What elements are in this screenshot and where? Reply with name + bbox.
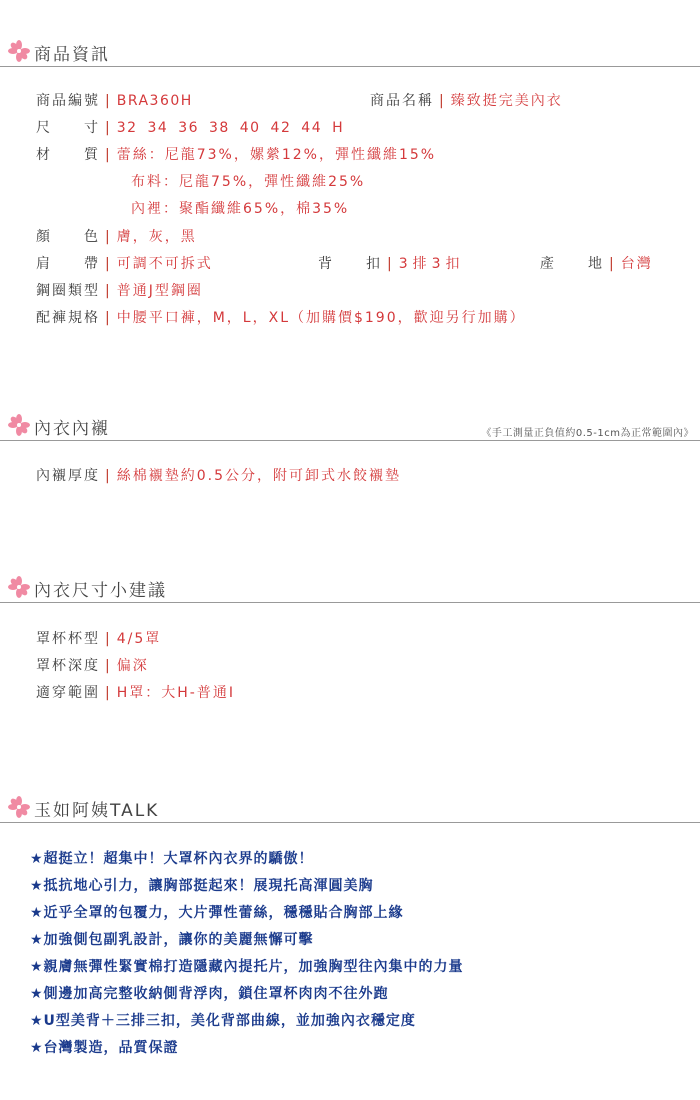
flower-icon bbox=[8, 796, 30, 818]
talk-item: ★超挺立！超集中！大罩杯內衣界的驕傲！ bbox=[30, 851, 314, 867]
talk-item: ★親膚無彈性緊實棉打造隱藏內提托片，加強胸型往內集中的力量 bbox=[30, 959, 464, 975]
hook-label: 背 扣 bbox=[318, 256, 382, 272]
talk-item: ★近乎全罩的包覆力，大片彈性蕾絲，穩穩貼合胸部上緣 bbox=[30, 905, 404, 921]
row-material-2 bbox=[131, 171, 365, 193]
material-line-1: 蕾絲：尼龍73%，嫘縈12%，彈性纖維15% bbox=[116, 147, 437, 163]
fit-range-value: H罩：大H-普通I bbox=[116, 685, 235, 701]
material-label: 材 質 bbox=[36, 147, 100, 163]
origin-label: 產 地 bbox=[540, 256, 604, 272]
strap-label: 肩 帶 bbox=[36, 256, 100, 272]
cup-depth-label: 罩杯深度 bbox=[36, 658, 100, 674]
section-header-lining bbox=[0, 412, 700, 442]
product-name-value: 臻致挺完美內衣 bbox=[450, 93, 563, 109]
lining-thickness-label: 內襯厚度 bbox=[36, 468, 100, 484]
row-fit-range: 適穿範圍 | H罩：大H-普通I bbox=[36, 685, 235, 701]
cup-type-label: 罩杯杯型 bbox=[36, 631, 100, 647]
flower-icon bbox=[8, 576, 30, 598]
lining-thickness-value: 絲棉襯墊約0.5公分，附可卸式水餃襯墊 bbox=[116, 468, 401, 484]
color-value: 膚，灰，黑 bbox=[116, 229, 197, 245]
talk-item: ★U型美背＋三排三扣，美化背部曲線，並加強內衣穩定度 bbox=[30, 1013, 416, 1029]
section-header-size-tips bbox=[0, 574, 700, 604]
material-line-3: 內裡：聚酯纖維65%，棉35% bbox=[131, 201, 350, 217]
talk-item: ★加強側包副乳設計，讓你的美麗無懈可擊 bbox=[30, 932, 314, 948]
section-title: 內衣尺寸小建議 bbox=[34, 581, 167, 601]
section-title: 內衣內襯 bbox=[34, 419, 110, 439]
flower-icon bbox=[8, 414, 30, 436]
cup-depth-value: 偏深 bbox=[116, 658, 149, 674]
hook-value: 3排3扣 bbox=[398, 256, 465, 272]
panty-label: 配褲規格 bbox=[36, 310, 100, 326]
row-lining-thickness: 內襯厚度 | 絲棉襯墊約0.5公分，附可卸式水餃襯墊 bbox=[36, 468, 401, 484]
fit-range-label: 適穿範圍 bbox=[36, 685, 100, 701]
row-material: 材 質 | 蕾絲：尼龍73%，嫘縈12%，彈性纖維15% bbox=[36, 147, 437, 163]
section-header-product-info bbox=[0, 38, 700, 68]
talk-item: ★抵抗地心引力，讓胸部挺起來！展現托高渾圓美胸 bbox=[30, 878, 374, 894]
section-header-talk bbox=[0, 794, 700, 824]
color-label: 顏 色 bbox=[36, 229, 100, 245]
section-divider bbox=[0, 66, 700, 67]
product-code-value: BRA360H bbox=[116, 93, 193, 109]
product-code-label: 商品編號 bbox=[36, 93, 100, 109]
origin-value: 台灣 bbox=[620, 256, 653, 272]
row-hook: 背 扣 | 3排3扣 bbox=[318, 256, 465, 272]
talk-item: ★側邊加高完整收納側背浮肉，鎖住罩杯肉肉不往外跑 bbox=[30, 986, 389, 1002]
row-cup-type: 罩杯杯型 | 4/5罩 bbox=[36, 631, 162, 647]
size-value: 32 34 36 38 40 42 44 H bbox=[116, 120, 345, 136]
row-material-3 bbox=[131, 198, 349, 220]
talk-item: ★台灣製造，品質保證 bbox=[30, 1040, 179, 1056]
section-divider bbox=[0, 822, 700, 823]
section-title: 玉如阿姨TALK bbox=[34, 801, 160, 821]
strap-value: 可調不可拆式 bbox=[116, 256, 213, 272]
panty-value: 中腰平口褲，M，L，XL（加購價$190，歡迎另行加購） bbox=[116, 310, 526, 326]
row-origin: 產 地 | 台灣 bbox=[540, 256, 653, 272]
row-wire: 鋼圈類型 | 普通J型鋼圈 bbox=[36, 283, 203, 299]
section-title: 商品資訊 bbox=[34, 45, 110, 65]
product-name-label: 商品名稱 bbox=[370, 93, 434, 109]
wire-value: 普通J型鋼圈 bbox=[116, 283, 203, 299]
measurement-note: 《手工測量正負值約0.5-1cm為正常範圍內》 bbox=[481, 428, 694, 439]
row-product-code: 商品編號 | BRA360H bbox=[36, 93, 193, 109]
row-panty: 配褲規格 | 中腰平口褲，M，L，XL（加購價$190，歡迎另行加購） bbox=[36, 310, 526, 326]
section-divider bbox=[0, 440, 700, 441]
section-divider bbox=[0, 602, 700, 603]
row-cup-depth: 罩杯深度 | 偏深 bbox=[36, 658, 149, 674]
row-strap: 肩 帶 | 可調不可拆式 bbox=[36, 256, 213, 272]
cup-type-value: 4/5罩 bbox=[116, 631, 162, 647]
wire-label: 鋼圈類型 bbox=[36, 283, 100, 299]
row-product-name: 商品名稱 | 臻致挺完美內衣 bbox=[370, 93, 563, 109]
size-label: 尺 寸 bbox=[36, 120, 100, 136]
row-size: 尺 寸 | 32 34 36 38 40 42 44 H bbox=[36, 120, 345, 136]
flower-icon bbox=[8, 40, 30, 62]
row-color: 顏 色 | 膚，灰，黑 bbox=[36, 229, 197, 245]
material-line-2: 布料：尼龍75%，彈性纖維25% bbox=[131, 174, 366, 190]
